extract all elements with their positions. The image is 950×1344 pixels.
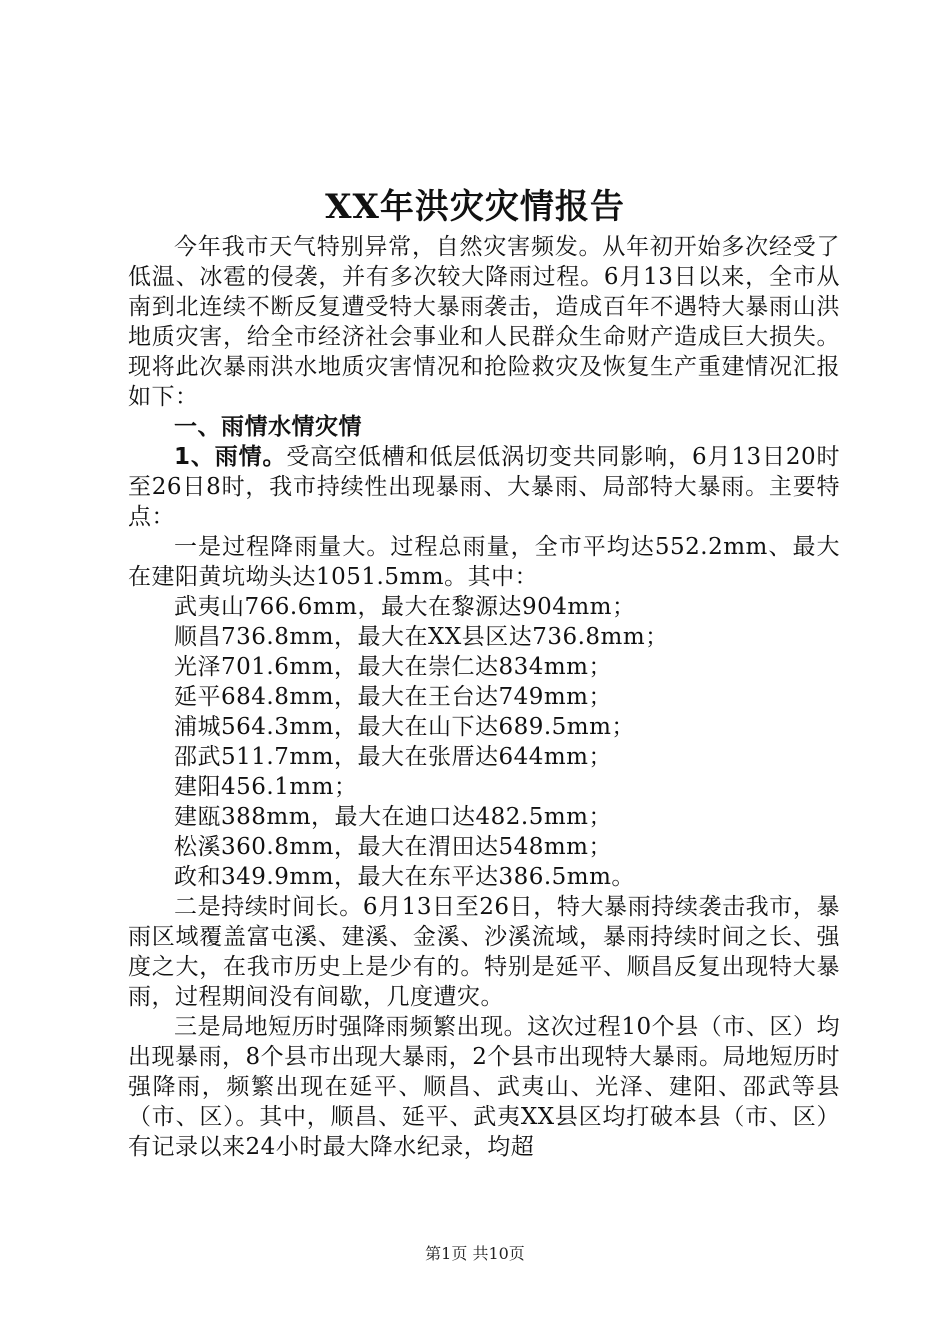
document-title: XX年洪灾灾情报告 [325,187,625,227]
rain-text: 受高空低槽和低层低涡切变共同影响，6月13日20时至26日8时，我市持续性出现暴雨、大暴雨、局部特大暴雨。主要特点： [128,444,840,530]
point-three-paragraph: 三是局地短历时强降雨频繁出现。这次过程10个县（市、区）均出现暴雨，8个县市出现大暴雨，2个县市出现特大暴雨。局地短历时强降雨，频繁出现在延平、顺昌、武夷山、光泽、建阳、邵武等县（市、区）。其中，顺昌、延平、武夷XX县区均打破本县（市、区）有记录以来24小时最大降水纪录，均超 [128,1014,840,1160]
county-rainfall-item: 政和349.9mm，最大在东平达386.5mm。 [174,864,635,890]
point-two-paragraph: 二是持续时间长。6月13日至26日，特大暴雨持续袭击我市，暴雨区域覆盖富屯溪、建溪、金溪、沙溪流域，暴雨持续时间之长、强度之大，在我市历史上是少有的。特别是延平、顺昌反复出现特大暴雨，过程期间没有间歇，几度遭灾。 [128,894,840,1010]
county-rainfall-item: 建阳456.1mm； [174,774,358,800]
county-rainfall-item: 武夷山766.6mm，最大在黎源达904mm； [174,594,636,620]
rain-paragraph [128,442,840,532]
county-rainfall-item: 顺昌736.8mm，最大在XX县区达736.8mm； [174,624,669,650]
intro-paragraph: 今年我市天气特别异常，自然灾害频发。从年初开始多次经受了低温、冰雹的侵袭，并有多次较大降雨过程。6月13日以来，全市从南到北连续不断反复遭受特大暴雨袭击，造成百年不遇特大暴雨山洪地质灾害，给全市经济社会事业和人民群众生命财产造成巨大损失。现将此次暴雨洪水地质灾害情况和抢险救灾及恢复生产重建情况汇报如下： [128,234,840,410]
document-body [128,232,840,1162]
rain-lead: 1、雨情。 [174,444,287,470]
county-rainfall-item: 延平684.8mm，最大在王台达749mm； [174,684,612,710]
county-rainfall-item: 建瓯388mm，最大在迪口达482.5mm； [174,804,612,830]
point-one-paragraph: 一是过程降雨量大。过程总雨量，全市平均达552.2mm、最大在建阳黄坑坳头达1051.5mm。其中： [128,534,840,590]
county-rainfall-item: 光泽701.6mm，最大在崇仁达834mm； [174,654,612,680]
county-rainfall-item: 邵武511.7mm，最大在张厝达644mm； [174,744,612,770]
section-heading-rain-flood-disaster: 一、雨情水情灾情 [174,414,362,440]
page-footer: 第1页 共10页 [425,1244,525,1263]
county-rainfall-item: 浦城564.3mm，最大在山下达689.5mm； [174,714,635,740]
county-rainfall-item: 松溪360.8mm，最大在渭田达548mm； [174,834,612,860]
